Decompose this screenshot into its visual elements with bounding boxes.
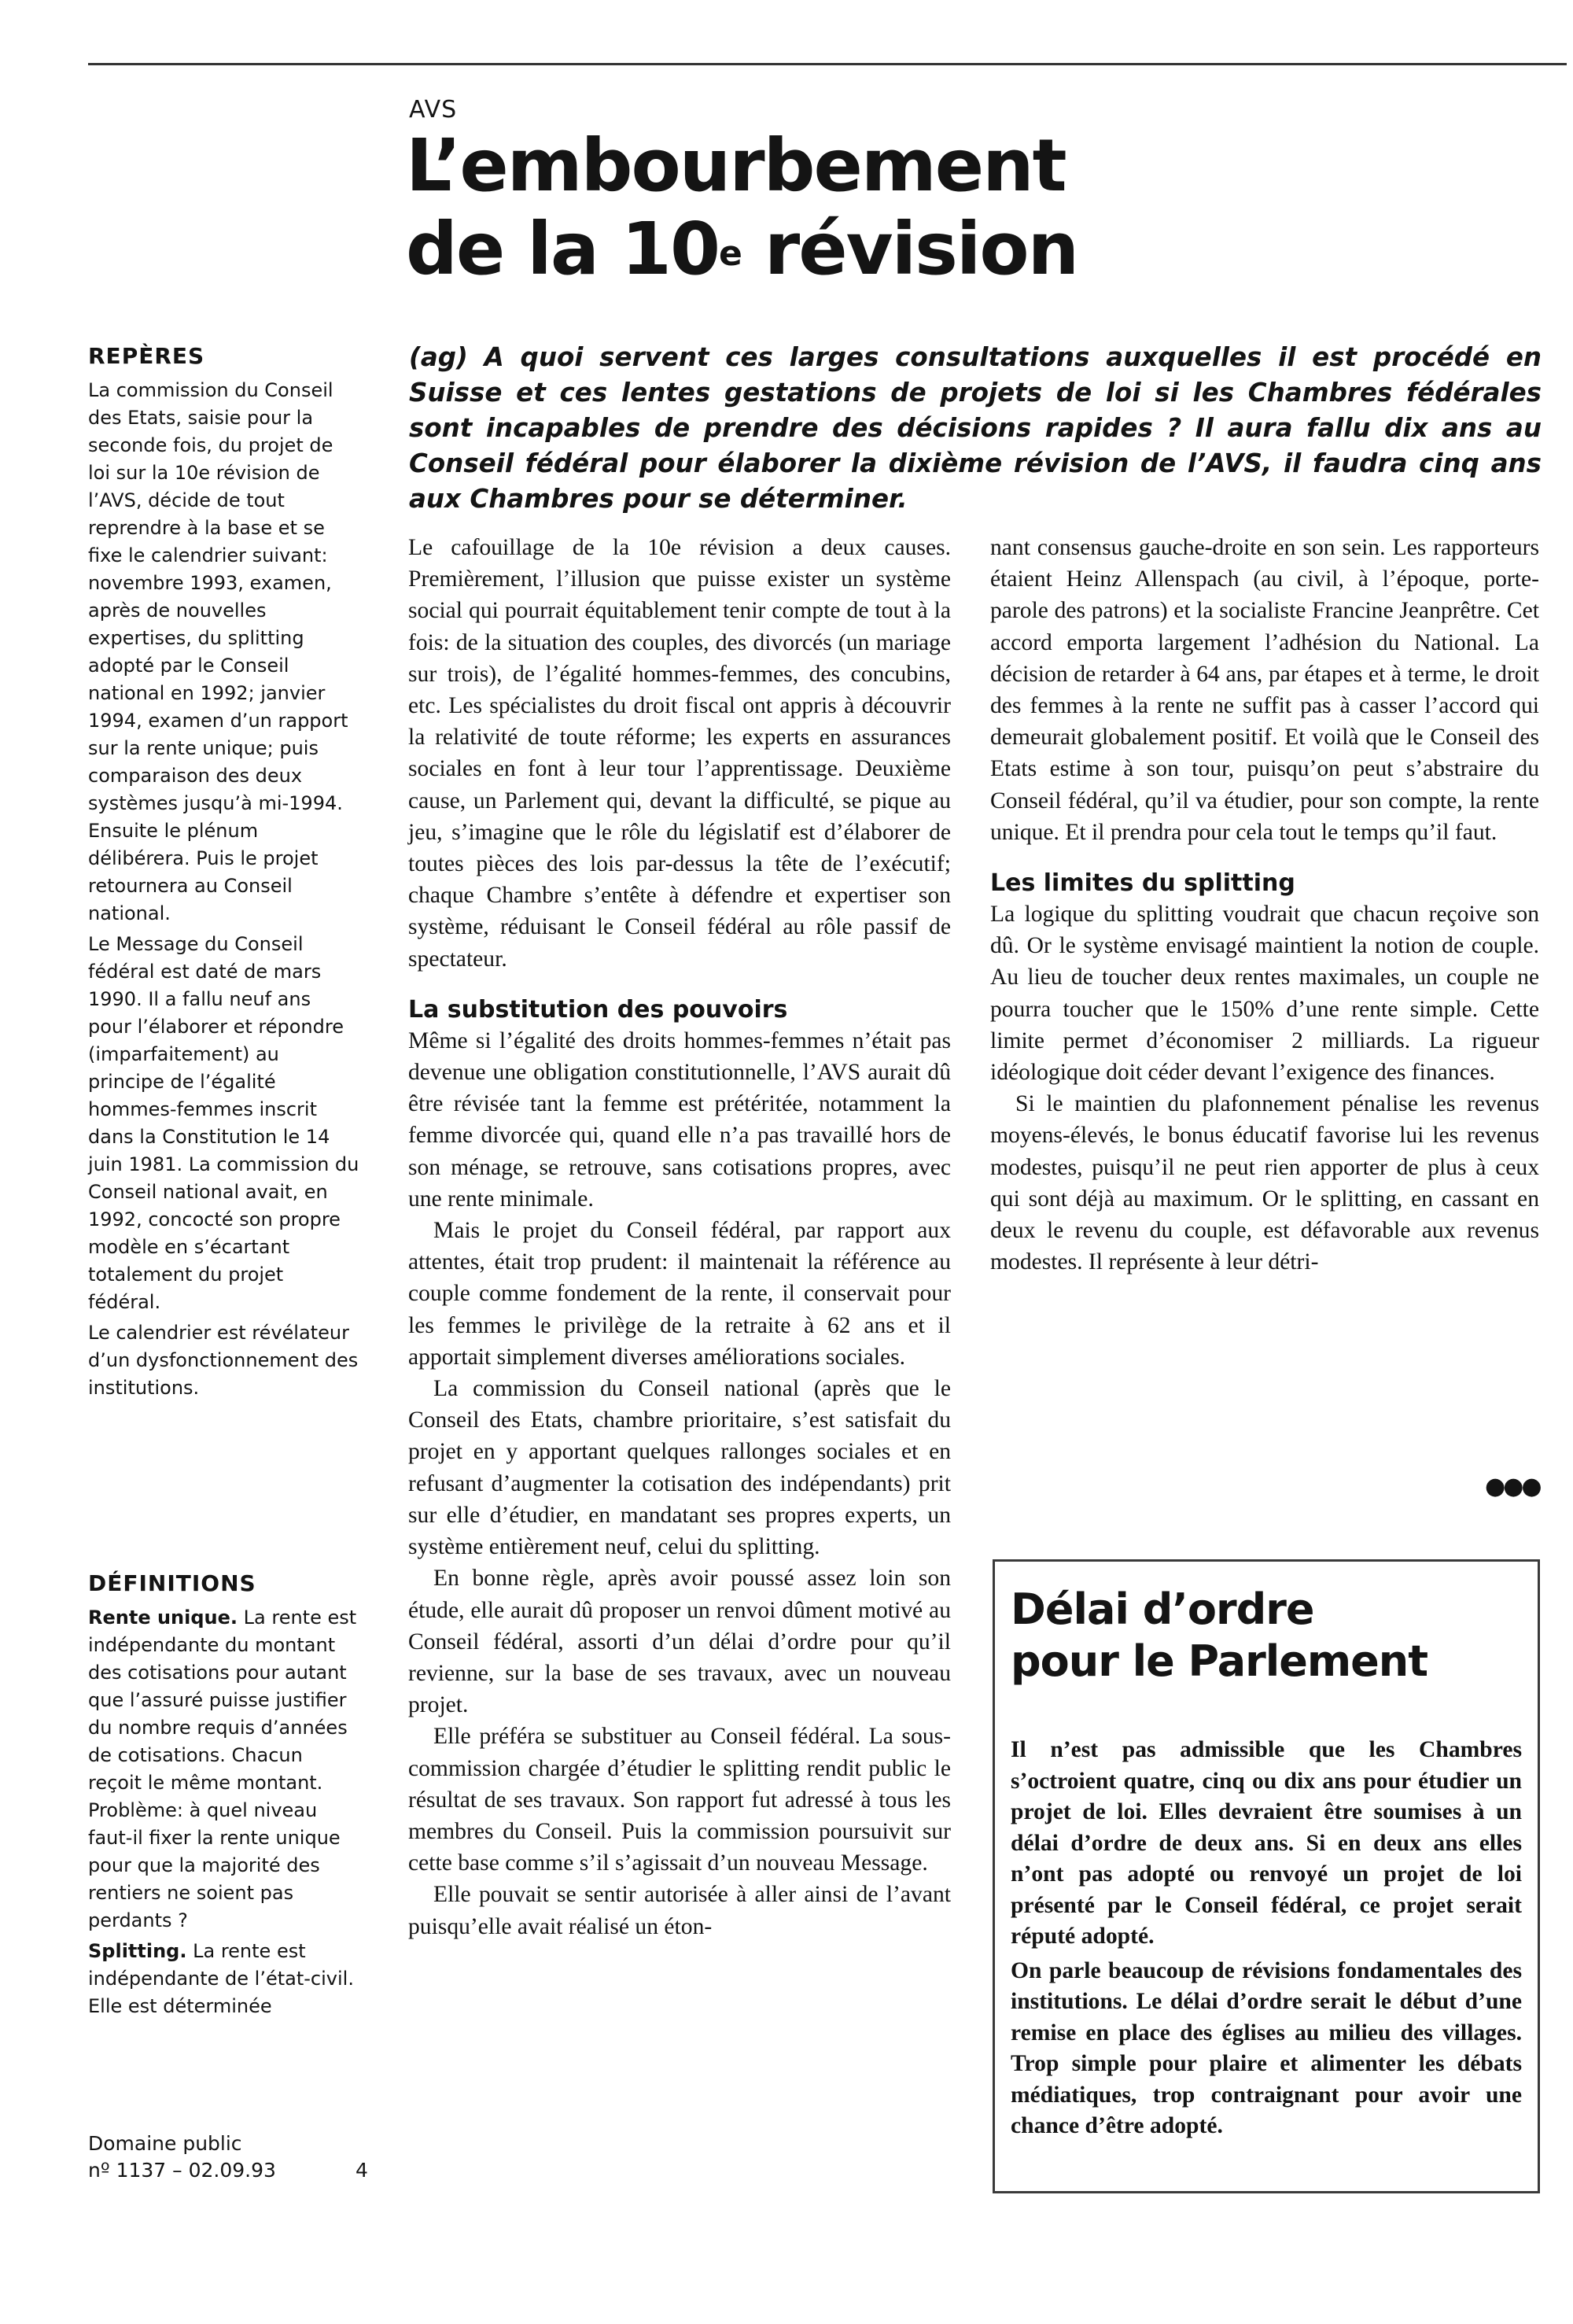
title-line-2-pre: de la 10 <box>406 207 719 291</box>
box-paragraph: On parle beaucoup de révisions fondamentales des institutions. Le délai d’ordre serait le début d’une remise en place des églises au milieu des villages. Trop simple pour plaire et alimenter les débats médiatiques, trop contraignant pour avoir une chance d’être adopté. <box>1011 1957 1522 2138</box>
definitions-heading: DÉFINITIONS <box>88 1570 256 1596</box>
body-paragraph: La logique du splitting voudrait que chacun reçoive son dû. Or le système envisagé maintient la notion de couple. Au lieu de toucher deux rentes maximales, un couple ne pourra toucher que le 150% d’une rente simple. Cette limite permet d’économiser 2 milliards. La rigueur idéologique doit céder devant l’exigence des finances. <box>990 902 1539 1086</box>
body-paragraph: La commission du Conseil national (après que le Conseil des Etats, chambre prioritaire, s’est satisfait du projet en y apportant quelques rallonges sociales et en refusant d’augmenter la cotisation des indépendants) prit sur elle d’étudier, en mandatant ses propres experts, un système entièrement neuf, celui du splitting. <box>408 1376 951 1560</box>
page-footer <box>88 2130 371 2184</box>
reperes-paragraph: Le Message du Conseil fédéral est daté de mars 1990. Il a fallu neuf ans pour l’élaborer et répondre (imparfaitement) au principe de l’égalité hommes-femmes inscrit dans la Constitution le 14 juin 1981. La commission du Conseil national avait, en 1992, concocté son propre modèle en s’écartant totalement du projet fédéral. <box>88 933 359 1313</box>
article-title <box>406 124 1078 291</box>
body-paragraph: Elle préféra se substituer au Conseil fédéral. La sous-commission chargée d’étudier le splitting rendit public le résultat de ses travaux. Son rapport fut adressé à tous les membres du Conseil. Puis la commission poursuivit sur cette base comme s’il s’agissait d’un nouveau Message. <box>408 1724 951 1876</box>
publication-name: Domaine public <box>88 2132 242 2155</box>
definition-term: Rente unique. <box>88 1607 238 1629</box>
body-paragraph: Même si l’égalité des droits hommes-femmes n’était pas devenue une obligation constitutionnelle, l’AVS aurait dû être révisée tant la femme est prétéritée, notamment la femme divorcée qui, quand elle n’a pas travaillé hors de son ménage, se retrouve, sans cotisations propres, avec une rente minimale. <box>408 1027 951 1212</box>
title-line-2-post: révision <box>740 207 1078 291</box>
page-number: 4 <box>355 2159 368 2182</box>
body-paragraph: Elle pouvait se sentir autorisée à aller ainsi de l’avant puisqu’elle avait réalisé un éton- <box>408 1882 951 1939</box>
section-kicker: AVS <box>409 96 458 124</box>
title-line-1: L’embourbement <box>406 124 1066 208</box>
continued-marker: ●●● <box>1485 1473 1540 1500</box>
sidebar-definitions <box>88 1570 359 2020</box>
body-paragraph: En bonne règle, après avoir poussé assez loin son étude, elle aurait dû proposer un renvoi dûment motivé au Conseil fédéral, assorti d’un délai d’ordre pour qu’il revienne, sur la base de ses travaux, avec un nouveau projet. <box>408 1566 951 1718</box>
body-paragraph: Si le maintien du plafonnement pénalise les revenus moyens-élevés, le bonus éducatif favorise lui les revenus modestes, puisqu’il ne peut rien apporter de plus à ceux qui sont déjà au maximum. Or le splitting, en cassant en deux le revenu du couple, est défavorable aux revenus modestes. Il représente à leur détri- <box>990 1091 1539 1275</box>
body-paragraph: Le cafouillage de la 10e révision a deux causes. Premièrement, l’illusion que puisse exister un système social qui pourrait équitablement tenir compte de tout à la fois: de la situation des couples, des divorcés (un mariage sur trois), de l’égalité hommes-femmes, des concubins, etc. Les spécialistes du droit fiscal ont appris à découvrir la relativité de toute réforme; les experts en assurances sociales en font à leur tour l’apprentissage. Deuxième cause, un Parlement qui, devant la difficulté, se pique au jeu, s’imagine que le rôle du législatif est d’élaborer de toutes pièces des lois par-dessus la tête de l’exécutif; chaque Chambre s’entête à défendre et expertiser son système, réduisant le Conseil fédéral au rôle passif de spectateur. <box>408 535 951 972</box>
definition-term: Splitting. <box>88 1940 187 1962</box>
article-column-middle <box>408 532 951 1942</box>
body-paragraph: nant consensus gauche-droite en son sein. Les rapporteurs étaient Heinz Allenspach (au civil, à l’époque, porte-parole des patrons) et la socialiste Francine Jeanprêtre. Cet accord emporta largement l’adhésion du National. La décision de retarder à 64 ans, par étapes et à terme, le droit des femmes à la rente ne suffit pas à casser l’accord qui demeurait globalement positif. Et voilà que le Conseil des Etats estime à son tour, puisqu’on peut s’abstraire du Conseil fédéral, qu’il va étudier, pour son compte, la rente unique. Et il prendra pour cela tout le temps qu’il faut. <box>990 535 1539 845</box>
editorial-box <box>993 1559 1540 2193</box>
reperes-paragraph: La commission du Conseil des Etats, saisie pour la seconde fois, du projet de loi sur la 10e révision de l’AVS, décide de tout reprendre à la base et se fixe le calendrier suivant: novembre 1993, examen, après de nouvelles expertises, du splitting adopté par le Conseil national en 1992; janvier 1994, examen d’un rapport sur la rente unique; puis comparaison des deux systèmes jusqu’à mi-1994. Ensuite le plénum délibérera. Puis le projet retournera au Conseil national. <box>88 379 348 924</box>
issue-info: nº 1137 – 02.09.93 <box>88 2159 276 2182</box>
box-body <box>1011 1735 1522 2142</box>
title-superscript: e <box>718 234 741 274</box>
box-title-line-1: Délai d’ordre <box>1011 1584 1314 1634</box>
reperes-paragraph: Le calendrier est révélateur d’un dysfonctionnement des institutions. <box>88 1322 359 1399</box>
box-title <box>1011 1584 1427 1688</box>
definition-rente-unique <box>88 1604 359 1935</box>
definition-text: La rente est indépendante de l’état-civil. Elle est déterminée <box>88 1940 354 2017</box>
definition-splitting <box>88 1938 359 2020</box>
sidebar-reperes <box>88 343 359 1402</box>
body-paragraph: Mais le projet du Conseil fédéral, par rapport aux attentes, était trop prudent: il maintenait la référence au couple comme fondement de la rente, il conservait pour les femmes le privilège de la retraite à 62 ans et il apportait simplement diverses améliorations sociales. <box>408 1218 951 1370</box>
top-rule <box>88 63 1567 65</box>
article-lead: (ag) A quoi servent ces larges consultations auxquelles il est procédé en Suisse et ces lentes gestations de projets de loi si les Chambres fédérales sont incapables de prendre des décisions rapides ? Il aura fallu dix ans au Conseil fédéral pour élaborer la dixième révision de l’AVS, il faudra cinq ans aux Chambres pour se déterminer. <box>409 342 1542 514</box>
box-paragraph: Il n’est pas admissible que les Chambres s’octroient quatre, cinq ou dix ans pour étudier un projet de loi. Elles devraient être soumises à un délai d’ordre de deux ans. Si en deux ans elles n’ont pas adopté ou renvoyé un projet de loi présenté par le Conseil fédéral, ce projet serait réputé adopté. <box>1011 1737 1522 1949</box>
box-title-line-2: pour le Parlement <box>1011 1636 1428 1686</box>
reperes-heading: REPÈRES <box>88 343 205 369</box>
subheading-substitution: La substitution des pouvoirs <box>408 995 788 1024</box>
subheading-limites: Les limites du splitting <box>990 869 1295 898</box>
definition-text: La rente est indépendante du montant des cotisations pour autant que l’assuré puisse justifier du nombre requis d’années de cotisations. Chacun reçoit le même montant. Problème: à quel niveau faut-il fixer la rente unique pour que la majorité des rentiers ne soient pas perdants ? <box>88 1607 357 1931</box>
article-column-right <box>990 532 1539 1278</box>
